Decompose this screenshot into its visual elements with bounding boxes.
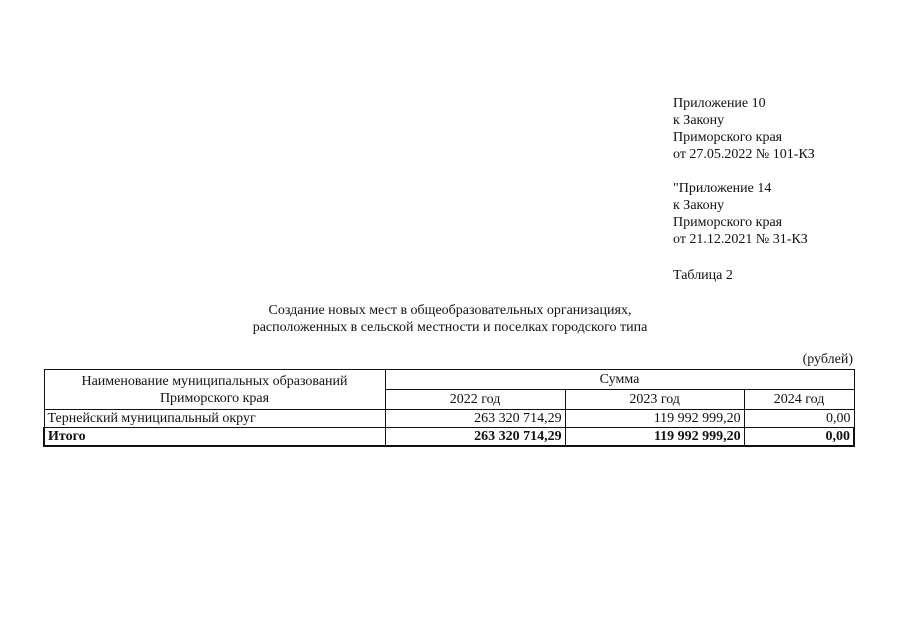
appendix-line: от 27.05.2022 № 101-КЗ (673, 147, 815, 162)
row-name: Тернейский муниципальный округ (44, 410, 385, 428)
appendix-line: Приморского края (673, 215, 783, 230)
table-row (44, 410, 854, 428)
header-text: Наименование муниципальных образований (81, 373, 348, 389)
header-sum: Сумма (385, 370, 854, 390)
appendix-line: к Закону (673, 198, 725, 213)
document-title (150, 302, 750, 336)
appendix-line: Приморского края (673, 130, 783, 145)
units-note: (рублей) (802, 352, 853, 367)
header-year-2024: 2024 год (744, 390, 854, 410)
budget-table (43, 369, 855, 447)
title-line: Создание новых мест в общеобразовательных организациях, (268, 303, 632, 318)
total-value-2023: 119 992 999,20 (565, 428, 744, 447)
header-municipality (44, 370, 385, 410)
appendix-line: к Закону (673, 113, 725, 128)
title-line: расположенных в сельской местности и поселках городского типа (252, 320, 648, 335)
total-value-2024: 0,00 (744, 428, 854, 447)
table-number-label: Таблица 2 (673, 268, 733, 283)
total-label: Итого (44, 428, 385, 447)
appendix-line: "Приложение 14 (673, 181, 772, 196)
total-value-2022: 263 320 714,29 (385, 428, 565, 447)
row-value-2024: 0,00 (744, 410, 854, 428)
header-year-2023: 2023 год (565, 390, 744, 410)
header-text: Приморского края (159, 390, 270, 406)
header-year-2022: 2022 год (385, 390, 565, 410)
table-header-row (44, 370, 854, 390)
table-total-row (44, 428, 854, 447)
row-value-2022: 263 320 714,29 (385, 410, 565, 428)
appendix-line: Приложение 10 (673, 96, 766, 111)
row-value-2023: 119 992 999,20 (565, 410, 744, 428)
appendix-line: от 21.12.2021 № 31-КЗ (673, 232, 808, 247)
appendix-header-current (673, 95, 815, 163)
appendix-header-amended (673, 180, 808, 248)
